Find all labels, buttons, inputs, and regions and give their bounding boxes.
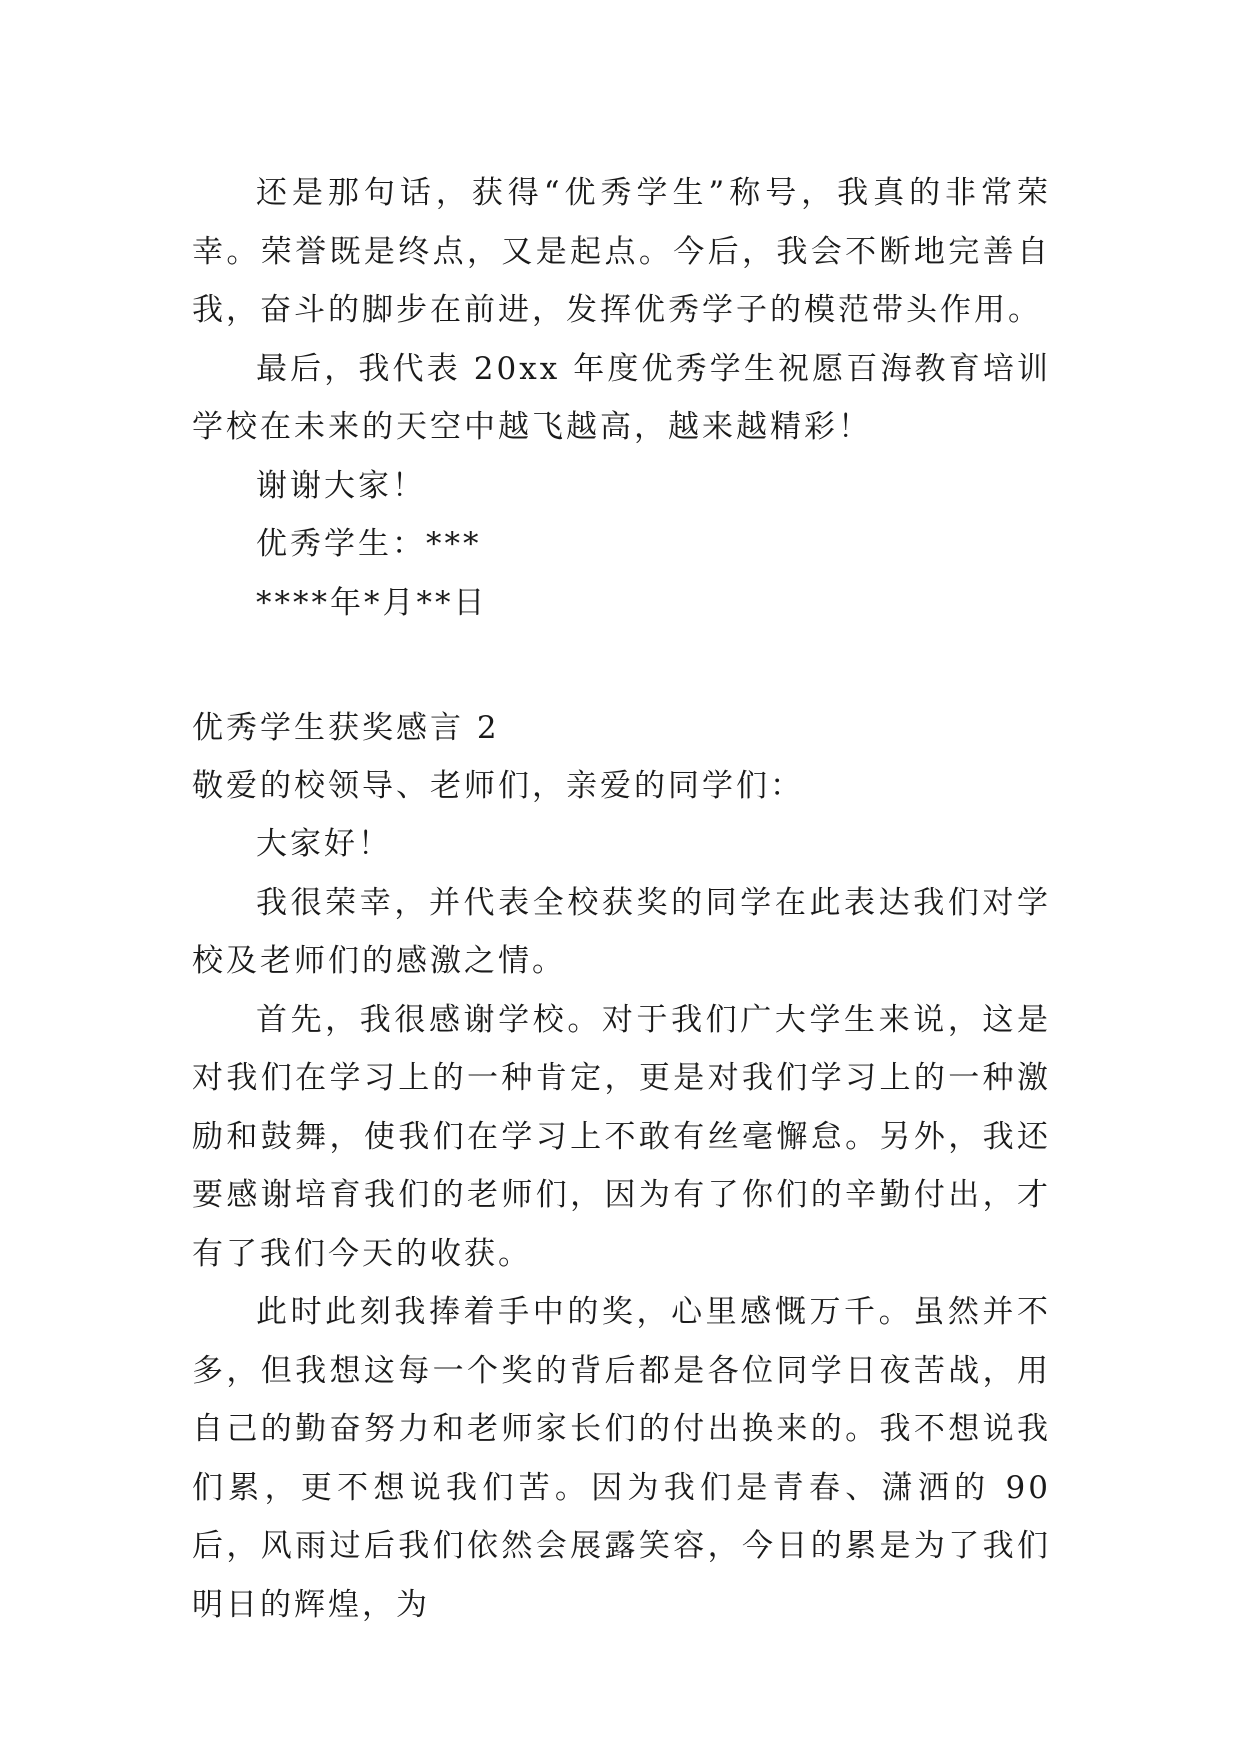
paragraph-thanks: 谢谢大家！ [256,467,426,504]
paragraph-honor: 还是那句话，获得“优秀学生”称号，我真的非常荣幸。荣誉既是终点，又是起点。今后，我会不断地完善自我，奋斗的脚步在前进，发挥优秀学子的模范带头作用。 [192,175,1051,328]
paragraph-reflection: 此时此刻我捧着手中的奖，心里感慨万千。虽然并不多，但我想这每一个奖的背后都是各位同学日夜苦战，用自己的勤奋努力和老师家长们的付出换来的。我不想说我们累，更不想说我们苦。因为我们是青春、潇洒的 90 后，风雨过后我们依然会展露笑容，今日的累是为了我们明日的辉煌，为 [192,1294,1051,1623]
paragraph-thank-school: 首先，我很感谢学校。对于我们广大学生来说，这是对我们在学习上的一种肯定，更是对我们学习上的一种激励和鼓舞，使我们在学习上不敢有丝毫懈怠。另外，我还要感谢培育我们的老师们，因为有了你们的辛勤付出，才有了我们今天的收获。 [192,1001,1051,1272]
date-line: ****年*月**日 [256,584,488,621]
paragraph-gratitude: 我很荣幸，并代表全校获奖的同学在此表达我们对学校及老师们的感激之情。 [192,884,1051,979]
signature-line: 优秀学生：*** [256,526,482,562]
document-body [192,164,1051,1634]
paragraph-wishes: 最后，我代表 20xx 年度优秀学生祝愿百海教育培训学校在未来的天空中越飞越高，越来越精彩！ [192,350,1051,445]
paragraph-greeting: 大家好！ [256,826,392,862]
section-title: 优秀学生获奖感言 2 [192,710,500,746]
section-gap [192,632,1051,699]
salutation: 敬爱的校领导、老师们，亲爱的同学们： [192,768,804,804]
